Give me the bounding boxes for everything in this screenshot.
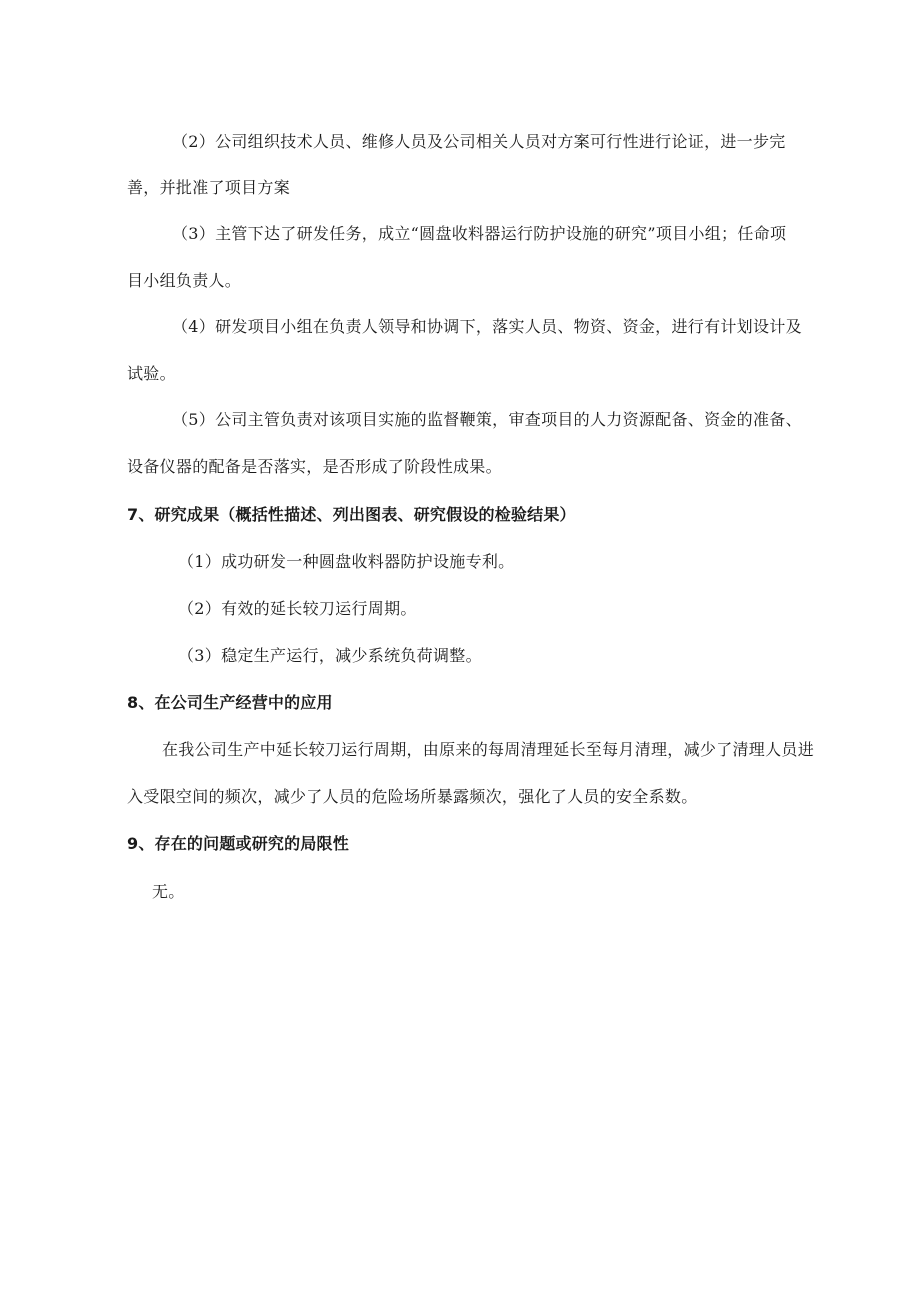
- section-7-item-1: （1）成功研发一种圆盘收料器防护设施专利。: [178, 552, 515, 571]
- step-2-line-2: 善，并批准了项目方案: [127, 178, 291, 197]
- section-8-line-2: 入受限空间的频次，减少了人员的危险场所暴露频次，强化了人员的安全系数。: [127, 787, 698, 806]
- step-5-line-1: （5）公司主管负责对该项目实施的监督鞭策，审查项目的人力资源配备、资金的准备、: [172, 410, 802, 429]
- step-3-line-2: 目小组负责人。: [127, 271, 242, 290]
- step-5-line-2: 设备仪器的配备是否落实，是否形成了阶段性成果。: [127, 457, 502, 476]
- section-8-line-1: 在我公司生产中延长较刀运行周期，由原来的每周清理延长至每月清理，减少了清理人员进: [162, 740, 815, 759]
- section-7-item-2: （2）有效的延长较刀运行周期。: [178, 599, 417, 618]
- section-8-heading: 8、在公司生产经营中的应用: [127, 693, 333, 712]
- section-7-item-3: （3）稳定生产运行，减少系统负荷调整。: [178, 646, 482, 665]
- step-3-line-1: （3）主管下达了研发任务，成立“圆盘收料器运行防护设施的研究”项目小组；任命项: [172, 224, 787, 243]
- step-4-line-2: 试验。: [127, 364, 176, 383]
- section-7-heading: 7、研究成果（概括性描述、列出图表、研究假设的检验结果）: [127, 505, 576, 524]
- step-2-line-1: （2）公司组织技术人员、维修人员及公司相关人员对方案可行性进行论证，进一步完: [172, 132, 786, 151]
- section-9-heading: 9、存在的问题或研究的局限性: [127, 834, 349, 853]
- section-9-body: 无。: [152, 882, 185, 901]
- step-4-line-1: （4）研发项目小组在负责人领导和协调下，落实人员、物资、资金，进行有计划设计及: [172, 317, 802, 336]
